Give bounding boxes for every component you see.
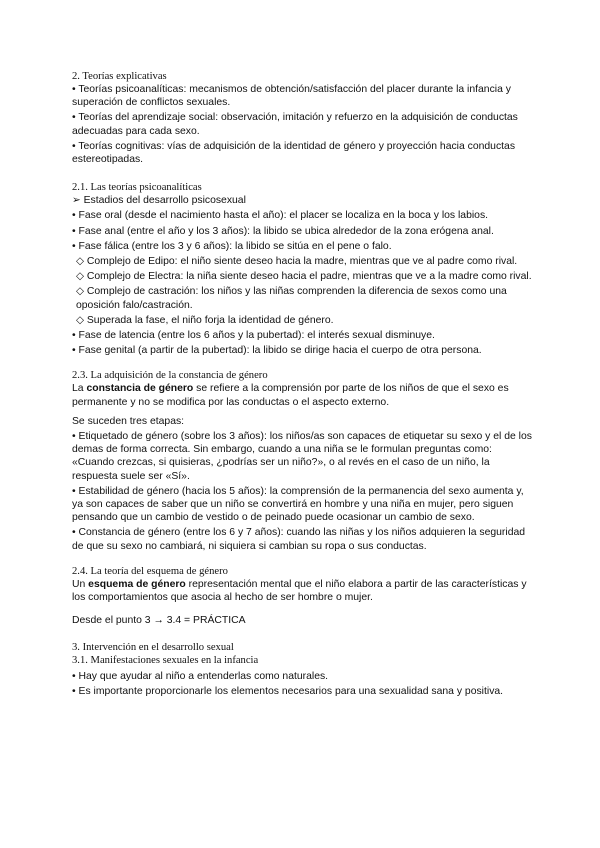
list-item: • Fase oral (desde el nacimiento hasta el año): el placer se localiza en la boca y los labios. <box>72 210 489 222</box>
bold-term: constancia de género <box>86 383 194 395</box>
list-item: • Fase genital (a partir de la pubertad): la libido se dirige hacia el cuerpo de otra persona. <box>72 345 482 357</box>
section-heading-2-4: 2.4. La teoría del esquema de género <box>72 565 228 577</box>
list-item: • Fase de latencia (entre los 6 años y la pubertad): el interés sexual disminuye. <box>72 330 435 342</box>
list-item: • Estabilidad de género (hacia los 5 años): la comprensión de la permanencia del sexo aumenta y, ya son capaces de saber que un niño se convertirá en hombre y una niña en mujer, pero siguen pensando que un cambio de vestido o de peinado puede ocasionar un cambio de sexo. <box>72 485 524 524</box>
list-item: • Fase anal (entre el año y los 3 años): la libido se ubica alrededor de la zona erógena anal. <box>72 225 494 237</box>
spacer <box>72 628 532 641</box>
section-heading-2: 2. Teorías explicativas <box>72 71 167 82</box>
list-item: • Hay que ayudar al niño a entenderlas como naturales. <box>72 670 329 682</box>
list-item: • Teorías psicoanalíticas: mecanismos de obtención/satisfacción del placer durante la infancia y superación de conflictos sexuales. <box>72 84 511 109</box>
list-item: • Etiquetado de género (sobre los 3 años): los niños/as son capaces de etiquetar su sexo y el de los demas de forma correcta. Sin embargo, cuando a una niña se le formulan preguntas como: «Cuando crezcas, si quisieras, ¿podrías ser un niño?», o al revés en el caso de un niño, la respuesta suele ser «Sí». <box>72 431 532 482</box>
spacer <box>72 604 532 614</box>
list-item: • Fase fálica (entre los 3 y 6 años): la libido se sitúa en el pene o falo. <box>72 240 392 252</box>
bold-term: esquema de género <box>88 578 186 590</box>
sub-list-item: ◇ Superada la fase, el niño forja la identidad de género. <box>76 314 334 326</box>
section-heading-3: 3. Intervención en el desarrollo sexual <box>72 641 234 653</box>
section-heading-3-1: 3.1. Manifestaciones sexuales en la infancia <box>72 654 259 666</box>
spacer <box>72 168 532 181</box>
document-page <box>72 70 532 700</box>
text-span: se refiere a la comprensión por parte de los niños de que el sexo es permanente y no se modifica por las conductas o el aspecto externo. <box>72 383 509 408</box>
list-item: • Constancia de género (entre los 6 y 7 años): cuando las niñas y los niños adquieren la seguridad de que su sexo no cambiará, ni siquiera si cambian su ropa o sus conductas. <box>72 527 526 552</box>
list-item: • Teorías cognitivas: vías de adquisición de la identidad de género y proyección hacia conductas estereotipadas. <box>72 140 516 166</box>
paragraph-esquema <box>72 578 532 604</box>
text-span: representación mental que el niño elabora a partir de las características y los comportamientos que asocia al hecho de ser hombre o mujer. <box>72 578 527 604</box>
sub-list-item: ◇ Complejo de castración: los niños y las niñas comprenden la diferencia de sexos como una oposición falo/castración. <box>76 286 507 311</box>
section-heading-2-1: 2.1. Las teorías psicoanalíticas <box>72 182 202 194</box>
list-item: • Es importante proporcionarle los elementos necesarios para una sexualidad sana y positiva. <box>72 685 504 697</box>
sub-list-item: ◇ Complejo de Edipo: el niño siente deseo hacia la madre, mientras que ve al padre como rival. <box>76 256 518 268</box>
text-span: La <box>72 383 87 395</box>
practice-note: Desde el punto 3 → 3.4 = PRÁCTICA <box>72 615 246 627</box>
text-span: Un <box>72 578 89 590</box>
paragraph-constancia <box>72 382 532 408</box>
subheading-stages: ➢ Estadios del desarrollo psicosexual <box>72 195 246 207</box>
spacer <box>72 359 532 369</box>
spacer <box>72 555 532 565</box>
section-heading-2-3: 2.3. La adquisición de la constancia de género <box>72 370 268 382</box>
paragraph-lead: Se suceden tres etapas: <box>72 415 185 427</box>
list-item: • Teorías del aprendizaje social: observación, imitación y refuerzo en la adquisición de conductas adecuadas para cada sexo. <box>72 112 518 137</box>
sub-list-item: ◇ Complejo de Electra: la niña siente deseo hacia el padre, mientras que ve a la madre como rival. <box>76 271 532 283</box>
